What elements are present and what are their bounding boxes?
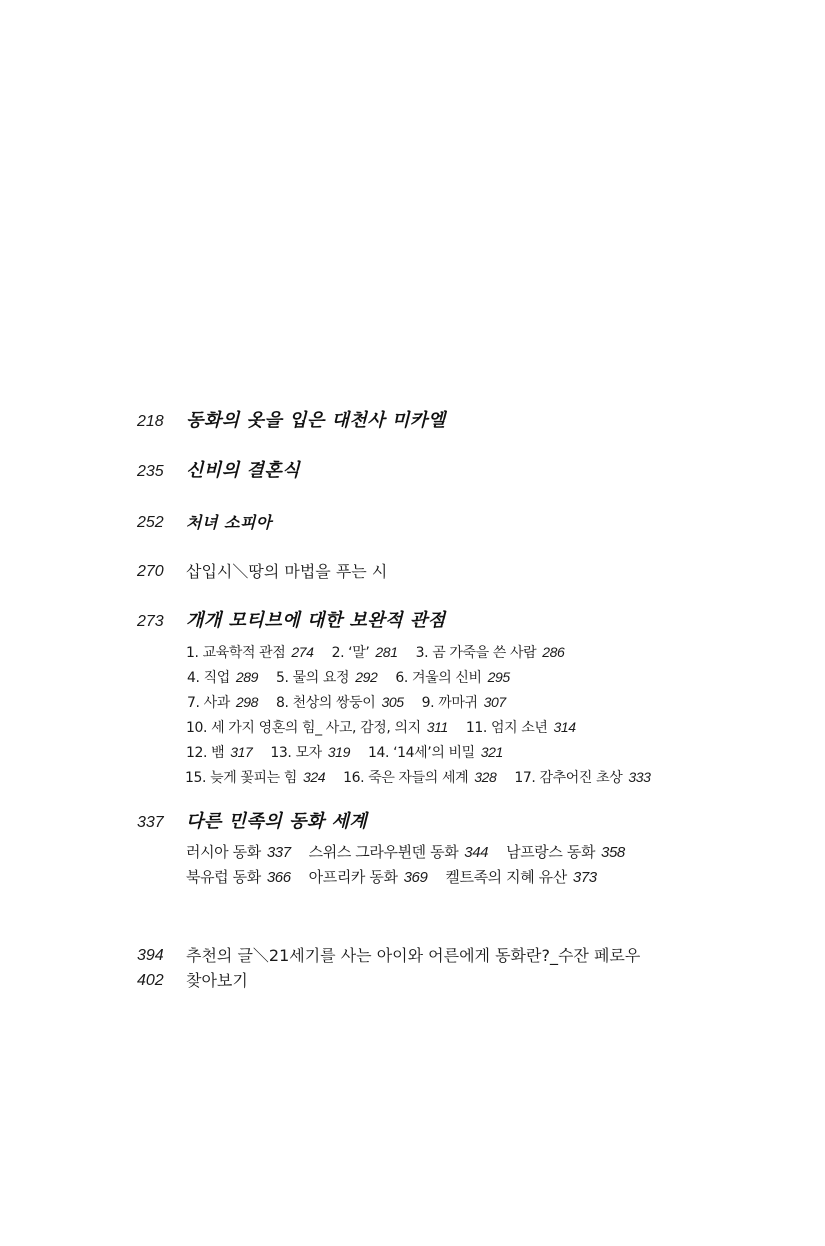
toc-subentry-page: 337: [266, 844, 291, 861]
toc-subentry-label: 13. 모자: [270, 745, 322, 761]
toc-subentry: [422, 693, 506, 712]
toc-chapter-title: 신비의 결혼식: [186, 460, 301, 481]
toc-subentry-page: 311: [426, 719, 448, 735]
toc-subentry: [185, 768, 325, 787]
toc-subentry-page: 319: [327, 744, 350, 760]
toc-subentry-label: 16. 죽은 자들의 세계: [343, 770, 469, 786]
toc-chapter-title: 추천의 글＼21세기를 사는 아이와 어른에게 동화란?_수잔 페로우: [186, 946, 641, 965]
toc-chapter-title: 개개 모티브에 대한 보완적 관점: [186, 610, 446, 631]
toc-subentry-label: 2. ‘말’: [331, 645, 370, 661]
toc-subentry-page: 328: [474, 769, 497, 785]
toc-subentry: [187, 668, 258, 687]
toc-subentry-page: 289: [235, 669, 259, 685]
toc-subentry-page: 369: [403, 869, 428, 886]
toc-subentry-label: 남프랑스 동화: [506, 843, 596, 861]
toc-subentry-page: 344: [464, 844, 489, 861]
toc-subentry-page: 366: [266, 869, 291, 886]
toc-subentry-page: 286: [542, 644, 565, 660]
toc-subentry-label: 5. 물의 요정: [276, 670, 350, 686]
toc-subentry-label: 8. 천상의 쌍둥이: [276, 695, 376, 711]
toc-subsection-items: [185, 768, 651, 787]
toc-subentry: [186, 643, 314, 662]
toc-subentry-label: 북유럽 동화: [186, 868, 261, 886]
toc-subentry: [514, 768, 650, 787]
toc-subentry-label: 12. 뱀: [186, 745, 225, 761]
toc-subentry: [445, 868, 596, 887]
toc-subentry: [276, 693, 404, 712]
toc-subsection-items: [186, 743, 503, 762]
toc-subentry-page: 295: [487, 669, 510, 685]
toc-subentry-page: 298: [235, 694, 259, 710]
toc-subentry-page: 358: [601, 844, 625, 861]
toc-subentry-page: 274: [291, 644, 314, 660]
toc-page-number: 235: [137, 463, 164, 480]
toc-subentry: [186, 718, 448, 737]
toc-chapter-title: 찾아보기: [186, 971, 248, 990]
toc-subentry: [186, 868, 291, 887]
toc-subentry: [395, 668, 509, 687]
toc-subentry-label: 17. 감추어진 초상: [514, 770, 623, 786]
toc-subentry-page: 373: [572, 869, 597, 886]
toc-subentry: [416, 643, 565, 662]
toc-subentry: [506, 843, 625, 862]
toc-subentry: [466, 718, 576, 737]
toc-subentry-page: 292: [355, 669, 378, 685]
toc-subentry: [343, 768, 496, 787]
toc-chapter-title: 다른 민족의 동화 세계: [186, 811, 368, 832]
toc-subentry-label: 9. 까마귀: [421, 695, 478, 711]
toc-subentry-label: 스위스 그라우뷘덴 동화: [308, 843, 459, 861]
toc-subentry-page: 281: [375, 644, 398, 660]
toc-page-number: 394: [137, 947, 164, 964]
toc-subentry-page: 305: [381, 694, 404, 710]
toc-subsection-items: [187, 693, 506, 712]
toc-page-number: 218: [137, 413, 164, 430]
toc-subentry: [187, 693, 258, 712]
toc-chapter-title: 삽입시＼땅의 마법을 푸는 시: [186, 562, 388, 581]
toc-subentry-label: 7. 사과: [187, 695, 230, 711]
toc-subentry-label: 아프리카 동화: [308, 868, 398, 886]
toc-subentry: [309, 843, 488, 862]
toc-subsection-items: [186, 718, 576, 737]
toc-subentry-label: 1. 교육학적 관점: [186, 645, 286, 661]
toc-subsection-items: [186, 843, 625, 862]
toc-chapter-title: 처녀 소피아: [186, 513, 272, 532]
toc-page-number: 252: [137, 514, 164, 531]
toc-chapter-title: 동화의 옷을 입은 대천사 미카엘: [186, 410, 446, 431]
toc-page-number: 402: [137, 972, 164, 989]
toc-subentry-label: 11. 엄지 소년: [465, 720, 548, 736]
toc-subentry: [368, 743, 503, 762]
toc-subentry-page: 333: [628, 769, 651, 785]
toc-subentry-label: 15. 늦게 꽃피는 힘: [185, 770, 297, 786]
toc-subentry-page: 317: [230, 744, 253, 760]
toc-subentry-label: 6. 겨울의 신비: [395, 670, 482, 686]
toc-subsection-items: [186, 643, 564, 662]
toc-subentry: [276, 668, 377, 687]
toc-subentry-page: 314: [553, 719, 576, 735]
toc-subentry-page: 307: [483, 694, 506, 710]
toc-subentry: [186, 843, 291, 862]
toc-subentry: [270, 743, 350, 762]
toc-subentry-label: 켈트족의 지혜 유산: [445, 868, 567, 886]
toc-subentry: [332, 643, 398, 662]
toc-subsection-items: [187, 668, 510, 687]
toc-page-number: 270: [137, 563, 164, 580]
toc-subentry-page: 324: [302, 769, 326, 785]
toc-subsection-items: [186, 868, 597, 887]
toc-page-number: 273: [137, 613, 164, 630]
toc-subentry-page: 321: [480, 744, 503, 760]
toc-subentry-label: 러시아 동화: [186, 843, 261, 861]
toc-subentry-label: 3. 곰 가죽을 쓴 사람: [415, 645, 537, 661]
toc-subentry-label: 4. 직업: [187, 670, 230, 686]
toc-subentry-label: 10. 세 가지 영혼의 힘_ 사고, 감정, 의지: [186, 720, 421, 736]
toc-page-number: 337: [137, 814, 164, 831]
toc-subentry: [186, 743, 252, 762]
toc-subentry: [309, 868, 428, 887]
toc-subentry-label: 14. ‘14세’의 비밀: [367, 745, 475, 761]
